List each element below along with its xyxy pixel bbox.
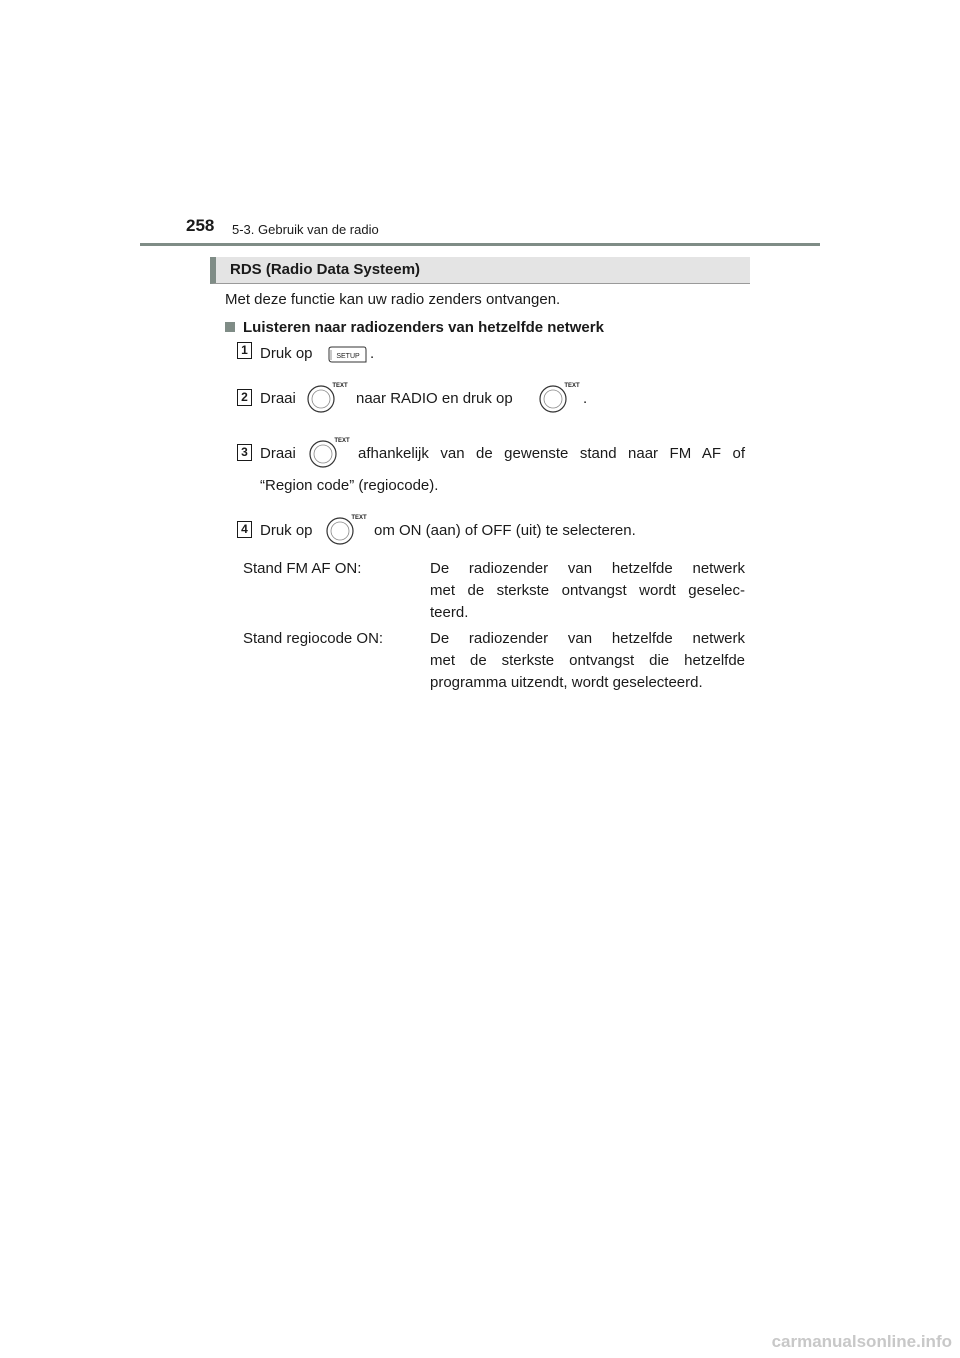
step-2-period: . <box>583 390 588 407</box>
step-4-text-after: om ON (aan) of OFF (uit) te selecteren. <box>374 522 636 539</box>
definition-term: Stand FM AF ON: <box>243 560 362 577</box>
step-2-text-before: Draai <box>260 390 296 407</box>
step-number-1: 1 <box>237 342 252 359</box>
svg-text:TEXT: TEXT <box>351 515 367 521</box>
step-3-text-before: Draai <box>260 445 296 462</box>
definition-description: De radiozender van hetzelfde netwerk met de sterkste ontvangst wordt geselec- teerd. <box>430 560 745 621</box>
step-2-text-middle: naar RADIO en druk op <box>356 390 513 407</box>
tune-knob-icon <box>325 512 369 546</box>
header-divider <box>140 243 820 246</box>
svg-text:TEXT: TEXT <box>334 438 350 444</box>
step-1-text: Druk op <box>260 345 313 362</box>
subheading-text: Luisteren naar radiozenders van hetzelfde netwerk <box>243 319 604 336</box>
tune-knob-icon <box>538 380 582 414</box>
intro-text: Met deze functie kan uw radio zenders ontvangen. <box>225 291 561 308</box>
page-number: 258 <box>186 216 215 235</box>
chapter-title: 5-3. Gebruik van de radio <box>232 222 379 237</box>
subheading <box>225 319 604 336</box>
step-number-3: 3 <box>237 444 252 461</box>
setup-label: SETUP <box>336 353 360 360</box>
step-number-2: 2 <box>237 389 252 406</box>
svg-text:TEXT: TEXT <box>564 383 580 389</box>
step-number-4: 4 <box>237 521 252 538</box>
step-3-text-line2: “Region code” (regiocode). <box>260 477 439 494</box>
setup-button-icon <box>326 345 368 365</box>
section-title: RDS (Radio Data Systeem) <box>230 261 421 278</box>
tune-knob-icon <box>308 435 352 469</box>
definition-description: De radiozender van hetzelfde netwerk met de sterkste ontvangst die hetzelfde programma uitzendt, wordt geselecteerd. <box>430 630 745 691</box>
definition-term: Stand regiocode ON: <box>243 630 384 647</box>
square-bullet-icon <box>225 322 235 332</box>
step-3-text-after: afhankelijk van de gewenste stand naar FM AF of <box>358 445 745 462</box>
step-1-period: . <box>370 345 375 362</box>
watermark: carmanualsonline.info <box>771 1332 952 1351</box>
section-header <box>210 257 750 284</box>
tune-knob-icon <box>306 380 350 414</box>
svg-text:TEXT: TEXT <box>332 383 348 389</box>
step-4-text-before: Druk op <box>260 522 313 539</box>
